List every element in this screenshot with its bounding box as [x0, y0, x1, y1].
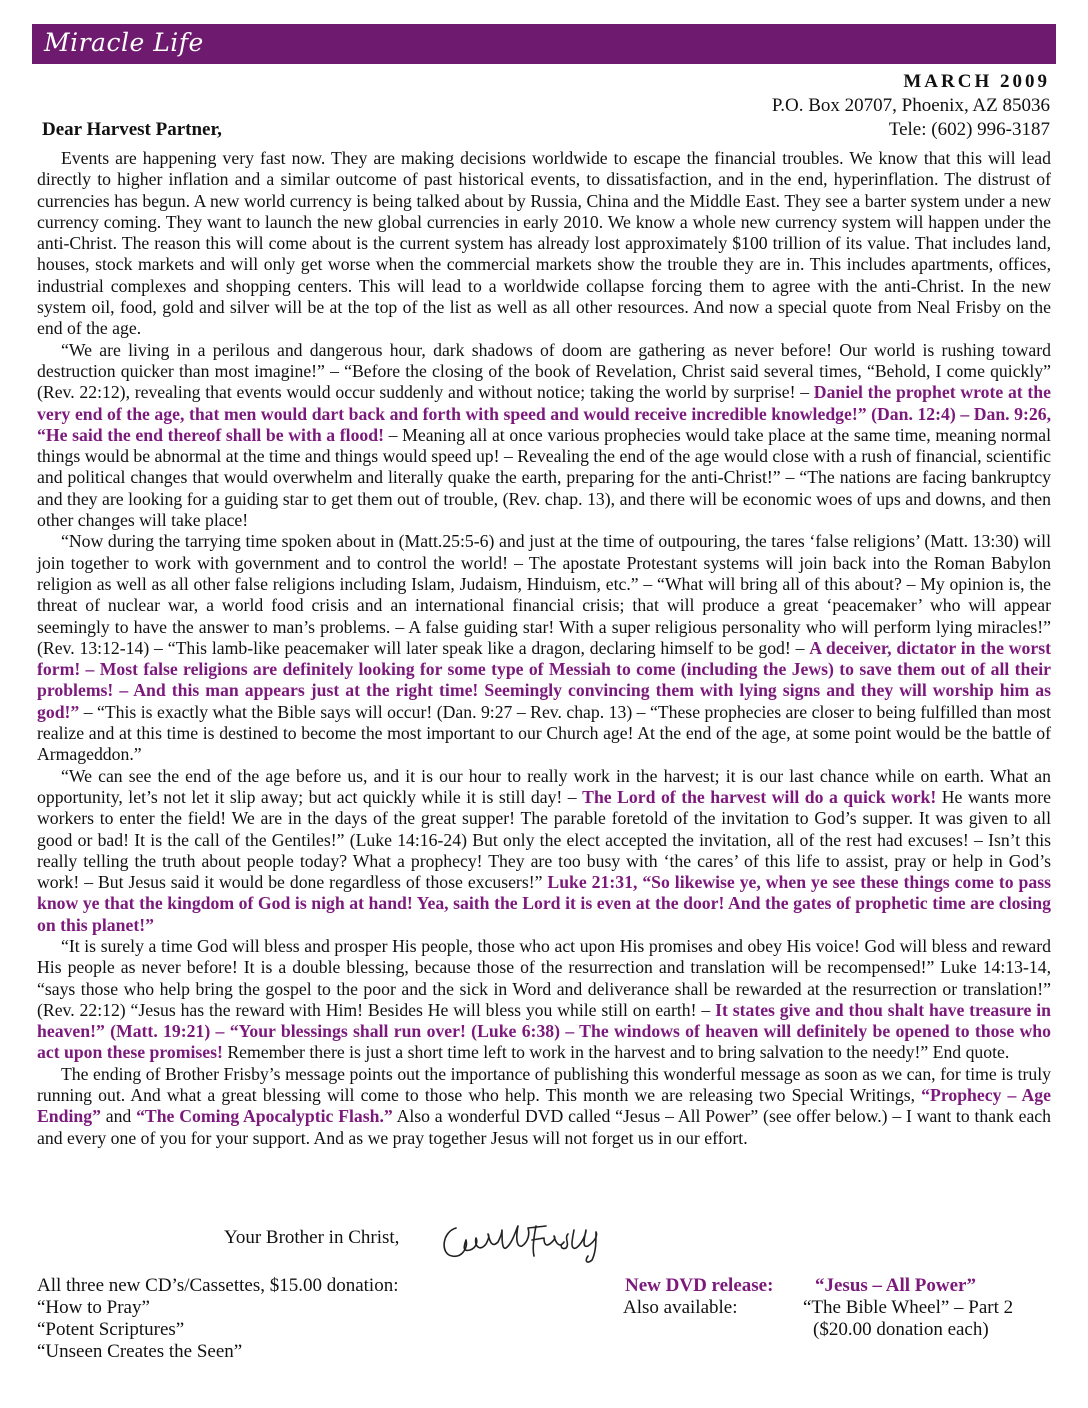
cd-title: “How to Pray”	[37, 1297, 150, 1318]
letter-body	[37, 148, 1051, 1149]
signature-image	[436, 1220, 636, 1264]
mailing-address: P.O. Box 20707, Phoenix, AZ 85036	[771, 95, 1050, 116]
issue-date: MARCH 2009	[903, 71, 1050, 92]
cd-offer	[37, 1275, 398, 1363]
cd-title: “Potent Scriptures”	[37, 1319, 185, 1340]
dvd-release-label: New DVD release:	[625, 1275, 774, 1296]
highlight-text: “Prophecy – Age Ending”	[37, 1085, 1051, 1127]
also-available-price: ($20.00 donation each)	[813, 1319, 989, 1340]
paragraph-3: “Now during the tarrying time spoken about in (Matt.25:5-6) and just at the time of outpouring, the tares ‘false religions’ (Matt. 13:30) will join together to work with government and to control the world! – The apostate Protestant systems will join back into the Roman Babylon religion as well as all other false religions including Islam, Judaism, Hinduism, etc.” – “What will bring all of this about? – My opinion is, the threat of nuclear war, a world food crisis and an international financial crisis; that will produce a great ‘peacemaker’ who will appear seemingly to have the answer to man’s problems. – A false guiding star! With a super religious personality who will perform lying miracles!” (Rev. 13:12-14) – “This lamb-like peacemaker will later speak like a dragon, declaring himself to be god! – A deceiver, dictator in the worst form! – Most false religions are definitely looking for some type of Messiah to come (including the Jews) to save them out of all their problems! – And this man appears just at the right time! Seemingly convincing them with lying signs and they will worship him as god!” – “This is exactly what the Bible says will occur! (Dan. 9:27 – Rev. chap. 13) – “These prophecies are closer to being fulfilled than most realize and at this time is destined to become the most important to our Church age! At the end of the age, at some point would be the battle of Armageddon.”	[37, 531, 1051, 765]
highlight-text: A deceiver, dictator in the worst form! – Most false religions are definitely looking for some type of Messiah to come (including the Jews) to save them out of all their problems! – And this man appears just at the right time! Seemingly convincing them with lying signs and they will worship him as god!”	[37, 637, 1051, 722]
cd-title: “Unseen Creates the Seen”	[37, 1341, 243, 1362]
telephone: Tele: (602) 996-3187	[888, 119, 1050, 140]
also-available-label: Also available:	[623, 1297, 738, 1318]
paragraph-1: Events are happening very fast now. They are making decisions worldwide to escape the financial troubles. We know that this will lead directly to higher inflation and a similar outcome of past historical events, to dissatisfaction, and in the end, hyperinflation. The distrust of currencies has begun. A new world currency is being talked about by Russia, China and the Middle East. They see a barter system under a new currency coming. They want to launch the new global currencies in early 2010. We know a whole new currency system will happen under the anti-Christ. The reason this will come about is the current system has already lost approximately $100 trillion of its value. That includes land, houses, stock markets and will only get worse when the commercial markets show the trouble they are in. This includes apartments, offices, industrial complexes and shopping centers. This will lead to a worldwide collapse forcing them to agree with the anti-Christ. In the new system oil, food, gold and silver will be at the top of the list as well as all other resources. And now a special quote from Neal Frisby on the end of the age.	[37, 148, 1051, 339]
highlight-text: The Lord of the harvest will do a quick work!	[582, 786, 937, 807]
closing-line: Your Brother in Christ,	[224, 1227, 400, 1248]
paragraph-4: “We can see the end of the age before us, and it is our hour to really work in the harvest; it is our last chance while on earth. What an opportunity, let’s not let it slip away; but act quickly while it is still day! – The Lord of the harvest will do a quick work! He wants more workers to enter the field! We are in the days of the great supper! The parable foretold of the invitation to God’s supper. It was given to all good or bad! It is the call of the Gentiles!” (Luke 14:16-24) But only the elect accepted the invitation, all of the rest had excuses! – Isn’t this really telling the truth about people today? What a prophecy! They are too busy with ‘the cares’ of this life to assist, pray or help in God’s work! – But Jesus said it would be done regardless of those excusers!” Luke 21:31, “So likewise ye, when ye see these things come to pass know ye that the kingdom of God is nigh at hand! Yea, saith the Lord it is even at the door! And the gates of prophetic time are closing on this planet!”	[37, 765, 1051, 935]
highlight-text: It states give and thou shalt have treasure in heaven!” (Matt. 19:21) – “Your blessings shall run over! (Luke 6:38) – The windows of heaven will definitely be opened to those who act upon these promises!	[37, 999, 1051, 1063]
dvd-title: “Jesus – All Power”	[815, 1275, 976, 1296]
highlight-text: Daniel the prophet wrote at the very end of the age, that men would dart back and forth with speed and would receive incredible knowledge!” (Dan. 12:4) – Dan. 9:26, “He said the end thereof shall be with a flood!	[37, 382, 1051, 445]
paragraph-2: “We are living in a perilous and dangerous hour, dark shadows of doom are gathering as never before! Our world is rushing toward destruction quicker than most imagine!” – “Before the closing of the book of Revelation, Christ said several times, “Behold, I come quickly” (Rev. 22:12), revealing that events would occur suddenly and without notice; taking the world by surprise! – Daniel the prophet wrote at the very end of the age, that men would dart back and forth with speed and would receive incredible knowledge!” (Dan. 12:4) – Dan. 9:26, “He said the end thereof shall be with a flood! – Meaning all at once various prophecies would take place at the same time, meaning normal things would be abnormal at the time and things would speed up! – Revealing the end of the age would close with a rush of financial, scientific and political changes that would overwhelm and literally quake the earth, preparing for the anti-Christ!” – “The nations are facing bankruptcy and they are looking for a guiding star to get them out of trouble, (Rev. chap. 13), and there will be economic woes of ups and downs, and then other changes will take place!	[37, 339, 1051, 531]
highlight-text: “The Coming Apocalyptic Flash.”	[136, 1106, 393, 1127]
paragraph-6: The ending of Brother Frisby’s message points out the importance of publishing this wonderful message as soon as we can, for time is truly running out. And what a great blessing will come to those who help. This month we are releasing two Special Writings, “Prophecy – Age Ending” and “The Coming Apocalyptic Flash.” Also a wonderful DVD called “Jesus – All Power” (see offer below.) – I want to thank each and every one of you for your support. And as we pray together Jesus will not forget us in our effort.	[37, 1063, 1051, 1148]
publication-title: Miracle Life	[44, 28, 204, 57]
highlight-text: Luke 21:31, “So likewise ye, when ye see these things come to pass know ye that the kingdom of God is nigh at hand! Yea, saith the Lord it is even at the door! And the gates of prophetic time are closing on this planet!”	[37, 872, 1051, 935]
header-banner	[32, 24, 1056, 64]
also-available-item: “The Bible Wheel” – Part 2	[803, 1297, 1014, 1318]
salutation: Dear Harvest Partner,	[42, 119, 222, 140]
cd-offer-heading: All three new CD’s/Cassettes, $15.00 donation:	[37, 1275, 399, 1296]
paragraph-5: “It is surely a time God will bless and prosper His people, those who act upon His promises and obey His voice! God will bless and reward His people as never before! It is a double blessing, because those of the resurrection and translation will be recompensed!” Luke 14:13-14, “says those who help bring the gospel to the poor and the sick in Word and deliverance shall be rewarded at the resurrection or translation!” (Rev. 22:12) “Jesus has the reward with Him! Besides He will bless you while still on earth! – It states give and thou shalt have treasure in heaven!” (Matt. 19:21) – “Your blessings shall run over! (Luke 6:38) – The windows of heaven will definitely be opened to those who act upon these promises! Remember there is just a short time left to work in the harvest and to bring salvation to the needy!” End quote.	[37, 935, 1051, 1063]
offers-section	[37, 1275, 1051, 1385]
